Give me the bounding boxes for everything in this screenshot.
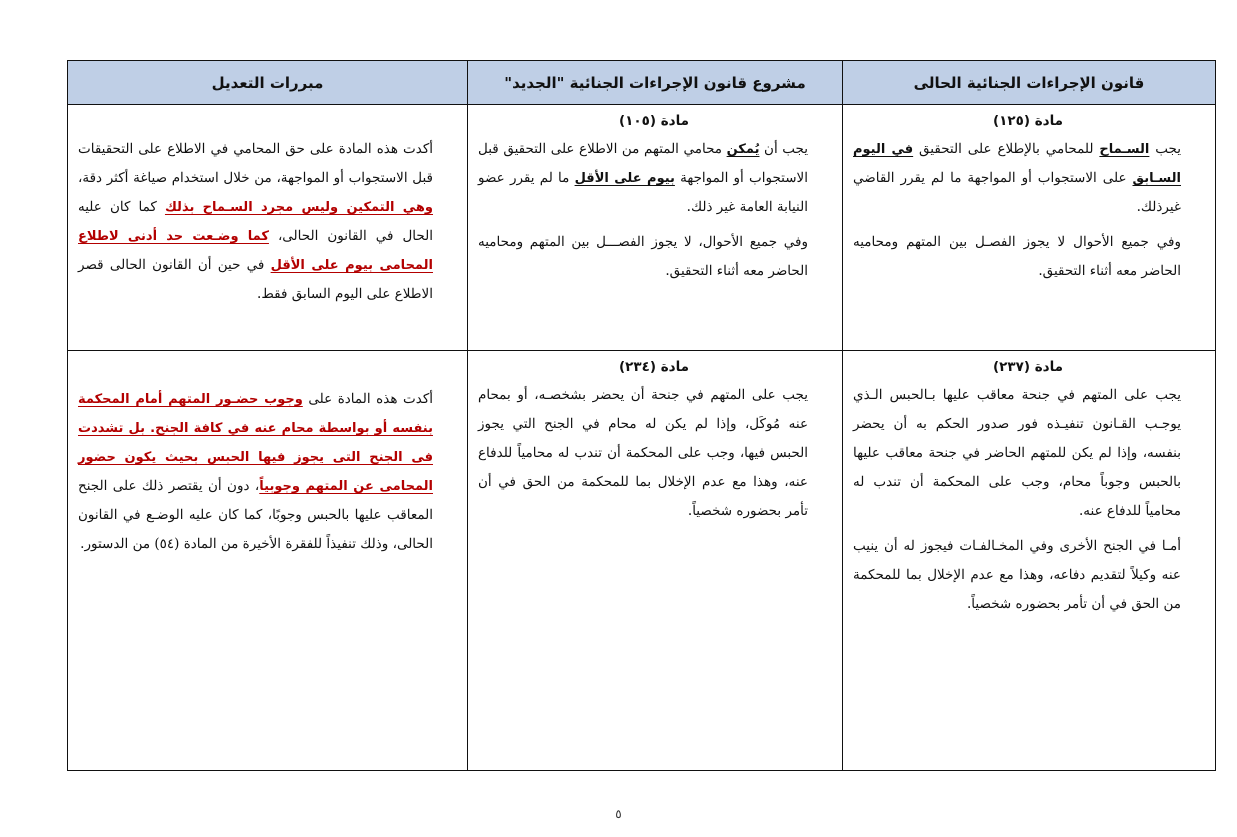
cell-current-article-237 [843,351,1216,771]
highlight: وجوب حضـور المتهم أمام المحكمة بنفسه أو بواسطة محام عنه في كافة الجنح. بل تشددت فى الجنح التى يجوز فيها الحبس بحيث يكون حضور المحامى عن المتهم وجوبياً [78,392,433,494]
comparison-table [67,60,1216,771]
header-current-law: قانون الإجراءات الجنائية الحالى [843,61,1216,105]
cell-justification-2 [68,351,468,771]
article-paragraph: وفي جميع الأحوال لا يجوز الفصـل بين المتهم ومحاميه الحاضر معه أثناء التحقيق. [853,234,1181,279]
article-paragraph: يجب على المتهم في جنحة معاقب عليها بـالحبس الـذي يوجـب القـانون تنفيـذه فور صدور الحكم به أن يحضر بنفسه، وإذا لم يكن للمتهم الحاضر في جنحة معاقب عليها بالحبس وجوباً محام، وجب على المحكمة أن تندب له محامياً للدفاع عنه. [853,387,1181,519]
article-number: مادة (٢٣٧) [992,359,1064,375]
emphasis: بيوم على الأقل [574,171,675,186]
emphasis: يُمكن [726,142,760,157]
highlight: وهي التمكين وليس مجرد السـماح بذلك [164,200,433,215]
cell-draft-article-234 [468,351,843,771]
article-number: مادة (١٠٥) [618,113,690,129]
header-justifications: مبررات التعديل [68,61,468,105]
header-new-draft: مشروع قانون الإجراءات الجنائية "الجديد" [468,61,843,105]
article-paragraph: يجب على المتهم في جنحة أن يحضر بشخصـه، أو بمحام عنه مُوكَل، وإذا لم يكن له محام في الجنح التي يجوز الحبس فيها، وجب على المحكمة أن تندب له محامياً للدفاع عنه، وهذا مع عدم الإخلال بما للمحكمة من الحق في أن تأمر بحضوره شخصياً. [478,387,808,519]
cell-justification-1 [68,105,468,351]
header-row [68,61,1216,105]
table-row [68,105,1216,351]
cell-current-article-125 [843,105,1216,351]
justification-paragraph: أكدت هذه المادة على حق المحامي في الاطلاع على التحقيقات قبل الاستجواب أو المواجهة، من خلال استخدام صياغة أكثر دقة، وهي التمكين وليس مجرد السـماح بذلك كما كان عليه الحال في القانون الحالى، كما وضـعت حد أدنى لاطلاع المحامى بيوم على الأقل في حين أن القانون الحالى قصر الاطلاع على اليوم السابق فقط. [78,141,433,302]
justification-paragraph: أكدت هذه المادة على وجوب حضـور المتهم أمام المحكمة بنفسه أو بواسطة محام عنه في كافة الجنح. بل تشددت فى الجنح التى يجوز فيها الحبس بحيث يكون حضور المحامى عن المتهم وجوبياً، دون أن يقتصر ذلك على الجنح المعاقب عليها بالحبس وجوبًا، كما كان عليه الوضـع في القانون الحالى، وذلك تنفيذاً للفقرة الأخيرة من المادة (٥٤) من الدستور. [78,391,433,552]
article-number: مادة (٢٣٤) [618,359,690,375]
emphasis: في اليوم السـابق [853,142,1181,186]
article-number: مادة (١٢٥) [992,113,1064,129]
article-paragraph: أمـا في الجنح الأخرى وفي المخـالفـات فيجوز له أن ينيب عنه وكيلاً لتقديم دفاعه، وهذا مع عدم الإخلال بما للمحكمة من الحق في أن تأمر بحضوره شخصياً. [853,538,1181,612]
highlight: كما وضـعت حد أدنى لاطلاع المحامى بيوم على الأقل [78,229,433,273]
article-paragraph: يجب أن يُمكن محامي المتهم من الاطلاع على التحقيق قبل الاستجواب أو المواجهة بيوم على الأقل ما لم يقرر عضو النيابة العامة غير ذلك. [478,141,808,215]
page-number: ٥ [615,807,622,821]
article-paragraph: يجب السـماح للمحامي بالإطلاع على التحقيق في اليوم السـابق على الاستجواب أو المواجهة ما لم يقرر القاضي غيرذلك. [853,141,1182,215]
article-paragraph: وفي جميع الأحوال، لا يجوز الفصـــل بين المتهم ومحاميه الحاضر معه أثناء التحقيق. [478,234,808,279]
table-row [68,351,1216,771]
cell-draft-article-105 [468,105,843,351]
emphasis: السـماح [1099,142,1150,157]
